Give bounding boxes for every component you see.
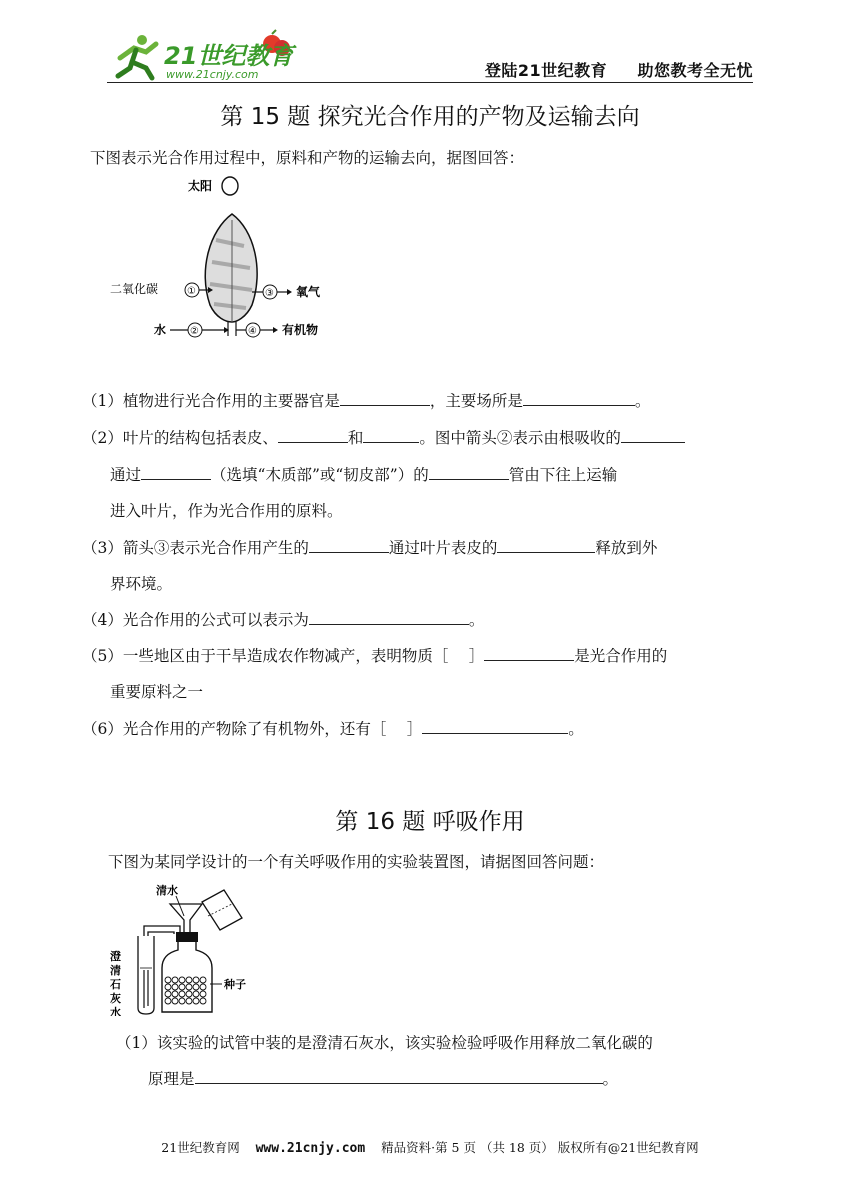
num-2: ② xyxy=(190,326,199,337)
answer-blank[interactable] xyxy=(621,428,685,443)
slogan-right: 助您教考全无忧 xyxy=(637,61,753,80)
q16-item-1: （1）该实验的试管中装的是澄清石灰水，该实验检验呼吸作用释放二氧化碳的 xyxy=(116,1034,653,1052)
answer-blank[interactable] xyxy=(195,1069,603,1084)
page-footer xyxy=(0,1138,860,1156)
answer-blank[interactable] xyxy=(141,465,211,480)
sun-icon xyxy=(222,177,238,195)
q15-item-5: （5）一些地区由于干旱造成农作物减产，表明物质［ ］ 是光合作用的 xyxy=(82,647,668,665)
label-water: 清水 xyxy=(156,884,178,897)
header-slogan xyxy=(485,58,753,81)
stopper xyxy=(176,932,198,942)
beaker-icon xyxy=(202,890,242,930)
funnel-icon xyxy=(170,904,202,936)
answer-blank[interactable] xyxy=(484,646,574,661)
footer-url[interactable]: www.21cnjy.com xyxy=(255,1141,366,1156)
q15-title: 第 15 题 探究光合作用的产物及运输去向 xyxy=(220,104,640,130)
answer-blank[interactable] xyxy=(309,538,389,553)
lime-char-2: 清 xyxy=(110,964,121,977)
answer-blank[interactable] xyxy=(363,428,419,443)
q15-intro: 下图表示光合作用过程中，原料和产物的运输去向，据图回答： xyxy=(90,149,525,167)
q16-intro: 下图为某同学设计的一个有关呼吸作用的实验装置图，请据图回答问题： xyxy=(108,853,605,871)
footer-site: 21世纪教育网 xyxy=(161,1140,240,1155)
lime-char-3: 石 xyxy=(110,978,121,991)
lime-char-5: 水 xyxy=(110,1006,121,1016)
num-4: ④ xyxy=(248,326,257,337)
q15-item-2-end: 进入叶片，作为光合作用的原料。 xyxy=(110,502,343,520)
answer-blank[interactable] xyxy=(422,719,568,734)
q15-item-3-end: 界环境。 xyxy=(110,575,173,593)
q15-item-4: （4）光合作用的公式可以表示为 。 xyxy=(82,611,485,629)
site-logo xyxy=(112,28,302,82)
logo-text: 21世纪教育 xyxy=(164,42,294,70)
q15-item-3: （3）箭头③表示光合作用产生的 通过叶片表皮的 释放到外 xyxy=(82,539,658,557)
slogan-left: 登陆21世纪教育 xyxy=(484,61,608,80)
num-1: ① xyxy=(187,286,196,297)
footer-info: 精品资料·第 5 页 （共 18 页） 版权所有@21世纪教育网 xyxy=(381,1140,699,1155)
q15-item-5-end: 重要原料之一 xyxy=(110,683,204,701)
q16-item-1-cont: 原理是 。 xyxy=(148,1070,619,1088)
test-tube xyxy=(138,936,154,1014)
answer-blank[interactable] xyxy=(278,428,348,443)
answer-blank[interactable] xyxy=(523,391,635,406)
header-divider xyxy=(107,82,753,83)
label-o2: 氧气 xyxy=(296,285,321,299)
label-organic: 有机物 xyxy=(282,323,319,337)
q15-item-1: （1）植物进行光合作用的主要器官是 ，主要场所是 。 xyxy=(82,392,651,410)
label-co2: 二氧化碳 xyxy=(110,282,159,296)
label-water: 水 xyxy=(154,323,167,337)
respiration-apparatus-diagram xyxy=(104,880,264,1016)
q15-item-2-cont: 通过 （选填“木质部”或“韧皮部”）的 管由下往上运输 xyxy=(110,466,618,484)
answer-blank[interactable] xyxy=(309,610,469,625)
answer-blank[interactable] xyxy=(497,538,595,553)
q16-title: 第 16 题 呼吸作用 xyxy=(335,809,525,835)
q15-item-6: （6）光合作用的产物除了有机物外，还有［ ］ 。 xyxy=(82,720,584,738)
answer-blank[interactable] xyxy=(429,465,509,480)
answer-blank[interactable] xyxy=(340,391,430,406)
lime-char-1: 澄 xyxy=(110,950,121,963)
num-3: ③ xyxy=(265,288,274,299)
label-sun: 太阳 xyxy=(188,179,213,193)
leaf-diagram xyxy=(104,170,344,345)
logo-url: www.21cnjy.com xyxy=(166,68,259,81)
lime-char-4: 灰 xyxy=(110,992,121,1005)
label-seed: 种子 xyxy=(224,978,246,991)
q15-item-2: （2）叶片的结构包括表皮、 和 。图中箭头②表示由根吸收的 xyxy=(82,426,685,448)
